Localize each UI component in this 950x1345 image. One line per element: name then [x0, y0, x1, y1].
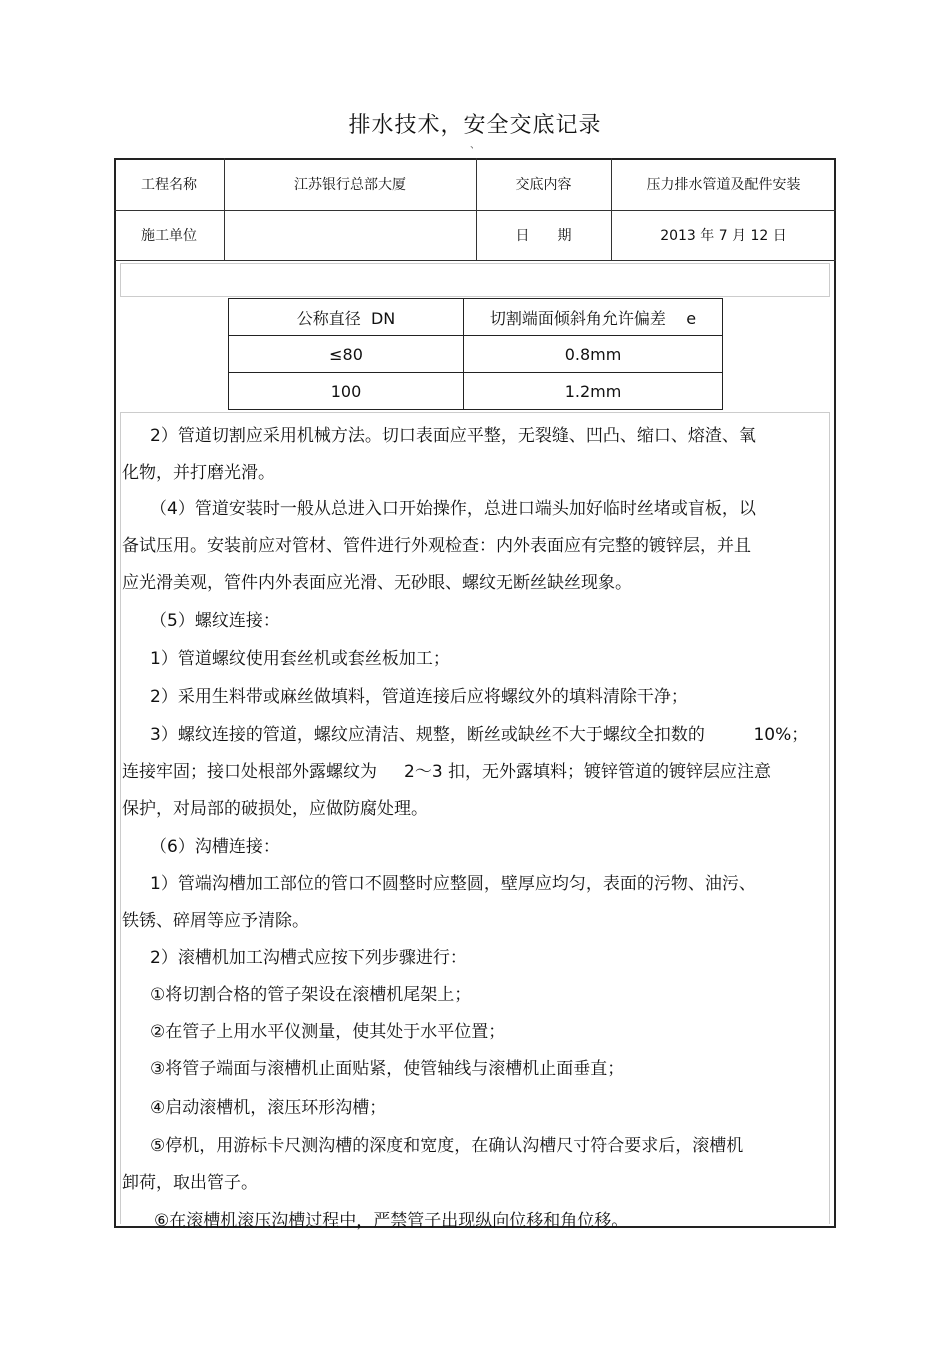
- table-row: [229, 373, 723, 410]
- date-value: 2013 年 7 月 12 日: [660, 228, 787, 244]
- table-cell: 0.8mm: [464, 336, 723, 373]
- table-cell: ≤80: [229, 336, 464, 373]
- construction-unit-label: 施工单位: [141, 228, 197, 244]
- body-line: 2）滚槽机加工沟槽式应按下列步骤进行：: [150, 948, 467, 968]
- table-header-row: [229, 299, 723, 336]
- body-line: ⑤停机，用游标卡尺测沟槽的深度和宽度，在确认沟槽尺寸符合要求后，滚槽机: [150, 1136, 744, 1156]
- project-name-value: 江苏银行总部大厦: [294, 177, 406, 193]
- briefing-content-label: 交底内容: [515, 177, 572, 193]
- body-line: ⑥在滚槽机滚压沟槽过程中，严禁管子出现纵向位移和角位移。: [154, 1211, 629, 1231]
- body-line: ③将管子端面与滚槽机止面贴紧，使管轴线与滚槽机止面垂直；: [150, 1059, 625, 1079]
- body-line: 化物，并打磨光滑。: [122, 463, 275, 483]
- body-line: （6）沟槽连接：: [150, 837, 280, 857]
- body-line: 1）管道螺纹使用套丝机或套丝板加工；: [150, 649, 450, 669]
- body-line: 保护，对局部的破损处，应做防腐处理。: [122, 799, 428, 819]
- body-line: （4）管道安装时一般从总进入口开始操作，总进口端头加好临时丝堵或盲板，以: [150, 499, 756, 519]
- table-header-cell: 切割端面倾斜角允许偏差 e: [464, 299, 723, 336]
- body-line: ②在管子上用水平仪测量，使其处于水平位置；: [150, 1022, 506, 1042]
- project-name-label: 工程名称: [141, 177, 197, 193]
- body-line: 2）管道切割应采用机械方法。切口表面应平整，无裂缝、凹凸、缩口、熔渣、氧: [150, 426, 756, 446]
- header-row-project: [114, 158, 836, 210]
- table-cell: 100: [229, 373, 464, 410]
- body-line: 铁锈、碎屑等应予清除。: [122, 911, 309, 931]
- header-row-unit: [114, 210, 836, 260]
- body-line: ①将切割合格的管子架设在滚槽机尾架上；: [150, 985, 472, 1005]
- body-line: （5）螺纹连接：: [150, 611, 280, 631]
- document-title: 排水技术，安全交底记录: [348, 113, 602, 138]
- body-line: 3）螺纹连接的管道，螺纹应清洁、规整，断丝或缺丝不大于螺纹全扣数的 10%；: [150, 725, 809, 745]
- construction-unit-value: [224, 210, 476, 260]
- date-label: 日 期: [515, 228, 572, 244]
- body-line: 备试压用。安装前应对管材、管件进行外观检查：内外表面应有完整的镀锌层，并且: [122, 536, 751, 556]
- table-row: [229, 336, 723, 373]
- body-line: 应光滑美观，管件内外表面应光滑、无砂眼、螺纹无断丝缺丝现象。: [122, 573, 632, 593]
- stray-mark: 、: [470, 140, 480, 151]
- body-line: 1）管端沟槽加工部位的管口不圆整时应整圆，壁厚应均匀，表面的污物、油污、: [150, 874, 756, 894]
- briefing-content-value: 压力排水管道及配件安装: [646, 177, 801, 193]
- body-line: 卸荷，取出管子。: [122, 1173, 258, 1193]
- body-line: 2）采用生料带或麻丝做填料，管道连接后应将螺纹外的填料清除干净；: [150, 687, 688, 707]
- tolerance-table: [228, 298, 723, 410]
- body-line: ④启动滚槽机，滚压环形沟槽；: [150, 1098, 387, 1118]
- body-line: 连接牢固；接口处根部外露螺纹为 2～3 扣，无外露填料；镀锌管道的镀锌层应注意: [122, 762, 772, 782]
- table-cell: 1.2mm: [464, 373, 723, 410]
- table-header-cell: 公称直径 DN: [229, 299, 464, 336]
- blank-section: [120, 263, 830, 297]
